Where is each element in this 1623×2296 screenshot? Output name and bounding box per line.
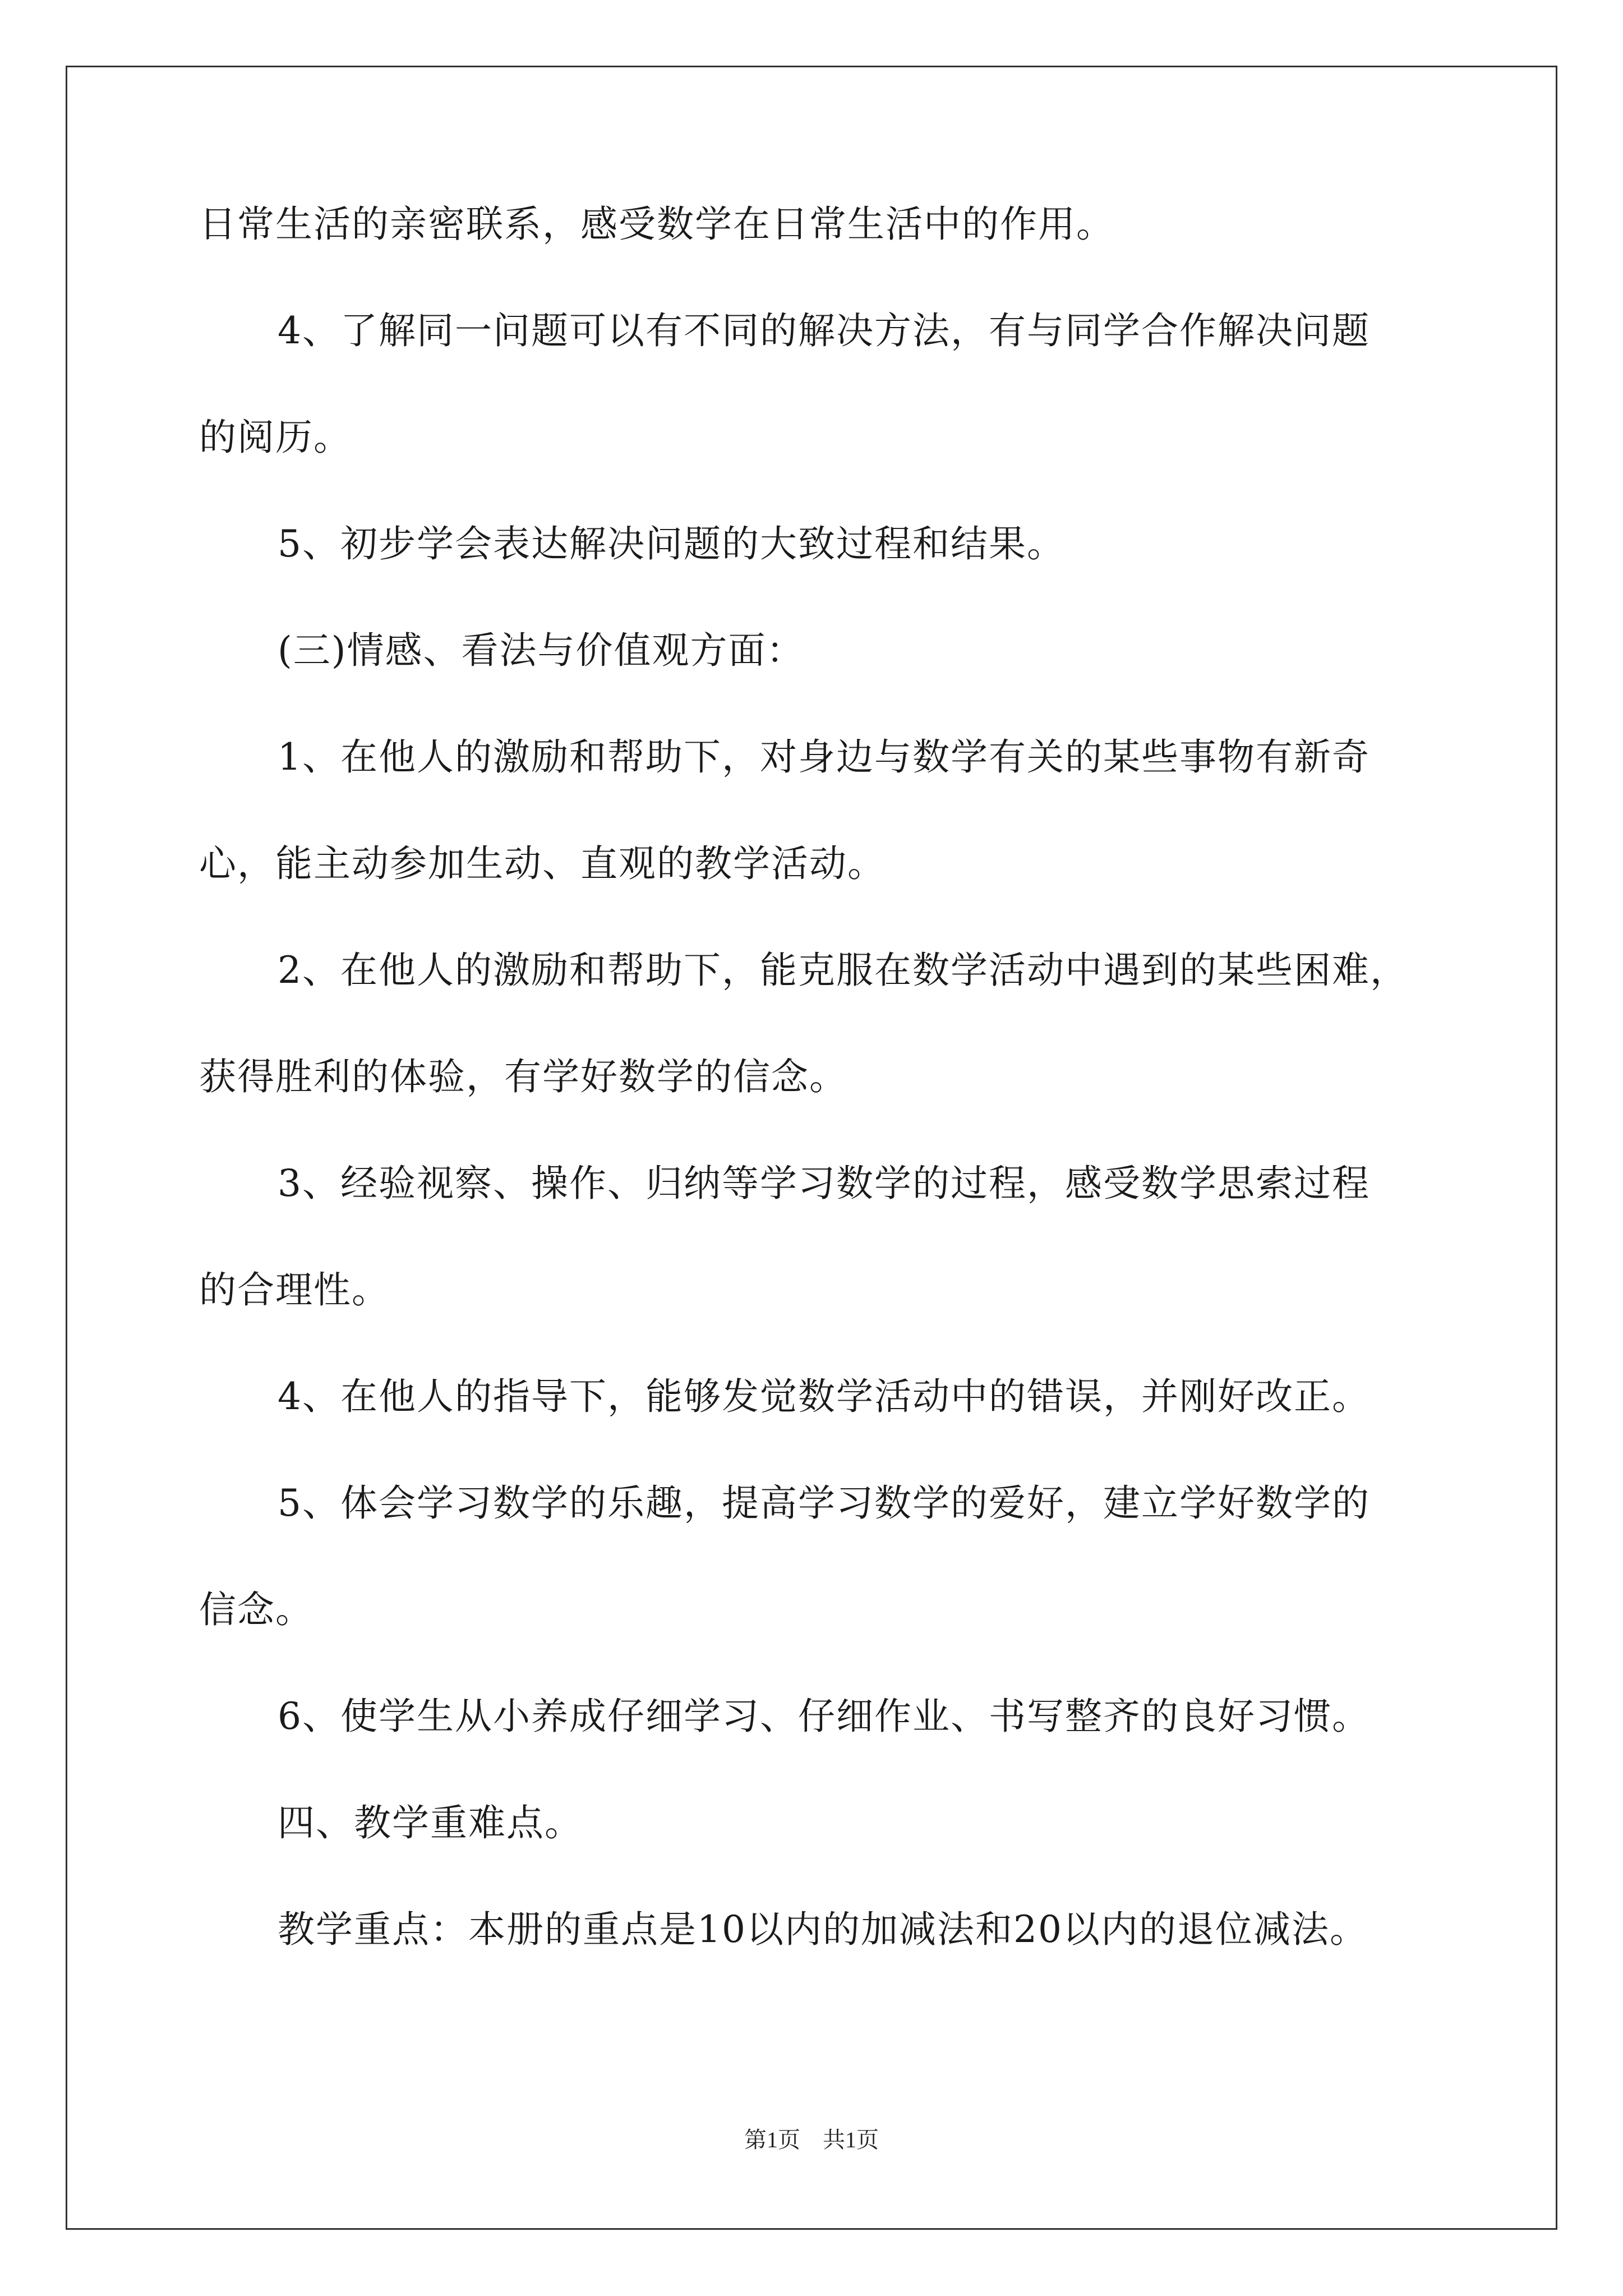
text-line: 日常生活的亲密联系，感受数学在日常生活中的作用。: [199, 203, 1114, 246]
text-line: 心，能主动参加生动、直观的教学活动。: [199, 842, 886, 885]
text-line: 1、在他人的激励和帮助下，对身边与数学有关的某些事物有新奇: [278, 735, 1370, 779]
section-heading: (三)情感、看法与价值观方面：: [278, 629, 805, 672]
page-number: 第1页: [744, 2127, 800, 2152]
text-line: 2、在他人的激励和帮助下，能克服在数学活动中遇到的某些困难，: [278, 949, 1408, 992]
text-line: 4、了解同一问题可以有不同的解决方法，有与同学合作解决问题: [278, 309, 1370, 352]
page-footer: [0, 2126, 1623, 2154]
text-line: 的阅历。: [199, 416, 352, 459]
section-heading: 四、教学重难点。: [278, 1801, 583, 1844]
text-line: 信念。: [199, 1588, 313, 1631]
text-line: 获得胜利的体验，有学好数学的信念。: [199, 1055, 847, 1098]
text-line: 的合理性。: [199, 1268, 390, 1312]
text-line: 教学重点：本册的重点是10以内的加减法和20以内的退位减法。: [278, 1908, 1368, 1951]
text-line: 5、体会学习数学的乐趣，提高学习数学的爱好，建立学好数学的: [278, 1481, 1370, 1525]
page-border: [66, 66, 1557, 2230]
text-line: 3、经验视察、操作、归纳等学习数学的过程，感受数学思索过程: [278, 1162, 1370, 1205]
text-line: 4、在他人的指导下，能够发觉数学活动中的错误，并刚好改正。: [278, 1375, 1370, 1418]
text-line: 6、使学生从小养成仔细学习、仔细作业、书写整齐的良好习惯。: [278, 1695, 1370, 1738]
page-total: 共1页: [823, 2127, 879, 2152]
text-line: 5、初步学会表达解决问题的大致过程和结果。: [278, 522, 1065, 565]
